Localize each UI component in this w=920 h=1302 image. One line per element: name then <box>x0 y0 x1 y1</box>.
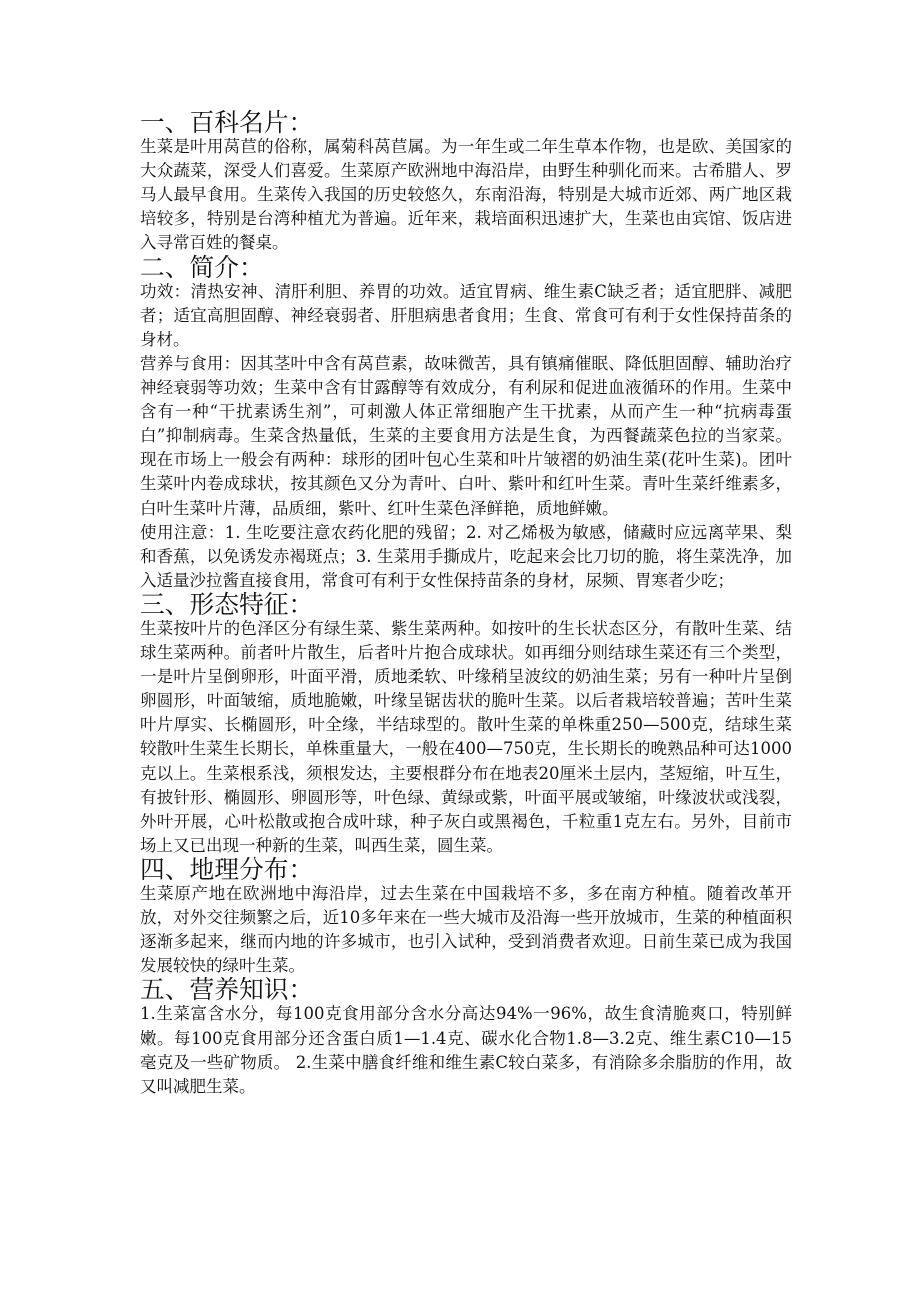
section-heading: 四、地理分布： <box>140 854 314 884</box>
section-heading: 三、形态特征： <box>140 589 314 619</box>
section-morphology <box>140 589 792 858</box>
paragraph: 生菜原产地在欧洲地中海沿岸，过去生菜在中国栽培不多，多在南方种植。随着改革开放，对外交往频繁之后，近10多年来在一些大城市及沿海一些开放城市，生菜的种植面积逐渐多起来，继而内地的许多城市，也引入试种，受到消费者欢迎。日前生菜已成为我国发展较快的绿叶生菜。 <box>140 884 792 976</box>
paragraph: 1.生菜富含水分，每100克食用部分含水分高达94%一96%，故生食清脆爽口，特别鲜嫩。每100克食用部分还含蛋白质1—1.4克、碳水化合物1.8—3.2克、维生素C10—15毫克及一些矿物质。 2.生菜中膳食纤维和维生素C较白菜多，有消除多余脂肪的作用，故又叫减肥生菜。 <box>140 1004 792 1096</box>
section-encyclopedia-card <box>140 108 792 256</box>
paragraph: 生菜是叶用莴苣的俗称，属菊科莴苣属。为一年生或二年生草本作物，也是欧、美国家的大众蔬菜，深受人们喜爱。生菜原产欧洲地中海沿岸，由野生种驯化而来。古希腊人、罗马人最早食用。生菜传入我国的历史较悠久，东南沿海，特别是大城市近郊、两广地区栽培较多，特别是台湾种植尤为普遍。近年来，栽培面积迅速扩大，生菜也由宾馆、饭店进入寻常百姓的餐桌。 <box>140 137 792 253</box>
section-nutrition-knowledge <box>140 975 792 1098</box>
document-body <box>140 108 792 1099</box>
section-heading: 一、百科名片： <box>140 108 314 137</box>
paragraph-usage-notes: 使用注意：1. 生吃要注意农药化肥的残留；2. 对乙烯极为敏感，储藏时应远离苹果、梨和香蕉，以免诱发赤褐斑点；3. 生菜用手撕成片，吃起来会比刀切的脆，将生菜洗净，加入适量沙拉酱直接食用，常食可有利于女性保持苗条的身材，尿频、胃寒者少吃； <box>140 522 792 590</box>
paragraph-nutrition-and-eating: 营养与食用：因其茎叶中含有莴苣素，故味微苦，具有镇痛催眠、降低胆固醇、辅助治疗神经衰弱等功效；生菜中含有甘露醇等有效成分，有利尿和促进血液循环的作用。生菜中含有一种“干扰素诱生剂”，可刺激人体正常细胞产生干扰素，从而产生一种“抗病毒蛋白”抑制病毒。生菜含热量低，生菜的主要食用方法是生食，为西餐蔬菜色拉的当家菜。 现在市场上一般会有两种：球形的团叶包心生菜和叶片皱褶的奶油生菜(花叶生菜)。团叶生菜叶内卷成球状，按其颜色又分为青叶、白叶、紫叶和红叶生菜。青叶生菜纤维素多，白叶生菜叶片薄，品质细，紫叶、红叶生菜色泽鲜艳，质地鲜嫩。 <box>140 353 792 518</box>
section-heading: 二、简介： <box>140 252 264 282</box>
section-introduction <box>140 252 792 593</box>
section-heading: 五、营养知识： <box>140 975 314 1005</box>
paragraph: 生菜按叶片的色泽区分有绿生菜、紫生菜两种。如按叶的生长状态区分，有散叶生菜、结球生菜两种。前者叶片散生，后者叶片抱合成球状。如再细分则结球生菜还有三个类型，一是叶片呈倒卵形，叶面平滑，质地柔软、叶缘稍呈波纹的奶油生菜；另有一种叶片呈倒卵圆形，叶面皱缩，质地脆嫩，叶缘呈锯齿状的脆叶生菜。以后者栽培较普遍；苦叶生菜叶片厚实、长椭圆形，叶全缘，半结球型的。散叶生菜的单株重250—500克，结球生菜较散叶生菜生长期长，单株重量大，一般在400—750克，生长期长的晚熟品种可达1000克以上。生菜根系浅，须根发达，主要根群分布在地表20厘米土层内，茎短缩，叶互生，有披针形、椭圆形、卵圆形等，叶色绿、黄绿或紫，叶面平展或皱缩，叶缘波状或浅裂，外叶开展，心叶松散或抱合成叶球，种子灰白或黑褐色，千粒重1克左右。另外，目前市场上又已出现一种新的生菜，叫西生菜，圆生菜。 <box>140 618 792 855</box>
paragraph-efficacy: 功效：清热安神、清肝利胆、养胃的功效。适宜胃病、维生素C缺乏者；适宜肥胖、减肥者；适宜高胆固醇、神经衰弱者、肝胆病患者食用；生食、常食可有利于女性保持苗条的身材。 <box>140 281 792 349</box>
section-distribution <box>140 854 792 978</box>
